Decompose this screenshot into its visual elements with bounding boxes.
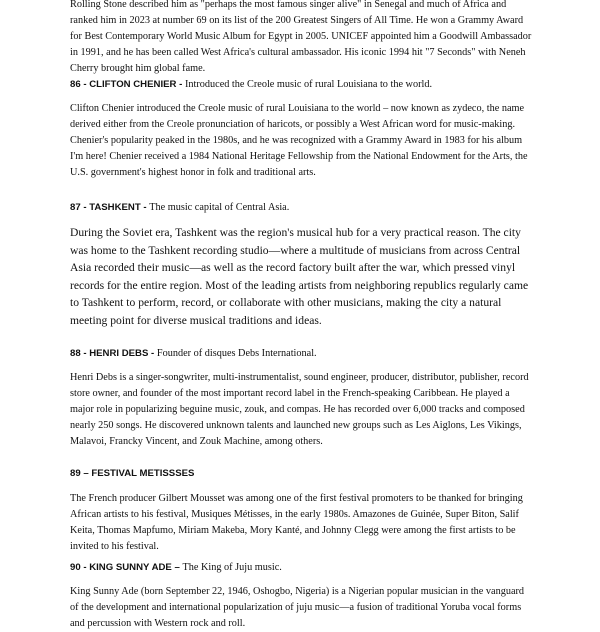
entry-separator: -: [140, 202, 150, 213]
entry-body: King Sunny Ade (born September 22, 1946, Oshogbo, Nigeria) is a Nigerian popular musician in the vanguard of the development and international popularization of juju music—a fusion of traditional Yoruba vocal forms and percussion with Western rock and roll.: [70, 586, 525, 629]
entry-label: 89 – FESTIVAL METISSSES: [70, 468, 195, 479]
entry-label: 88 - HENRI DEBS: [70, 348, 149, 359]
entry-heading: [70, 560, 282, 576]
entry-heading: [70, 346, 317, 362]
entry-separator: -: [176, 79, 185, 90]
entry-label: 87 - TASHKENT: [70, 202, 141, 213]
entry-body: Clifton Chenier introduced the Creole music of rural Louisiana to the world – now known as zydeco, the name derived either from the Creole pronunciation of haricots, or possibly a West African word for music-making. Chenier's popularity peaked in the 1980s, and he was recognized with a Grammy Award in 1983 for his album I'm here! Chenier received a 1984 National Heritage Fellowship from the National Endowment for the Arts, the U.S. government's highest honor in folk and traditional arts.: [70, 103, 528, 178]
entry-separator: -: [148, 348, 157, 359]
entry-subtitle: Introduced the Creole music of rural Louisiana to the world.: [184, 79, 433, 90]
entry-body: During the Soviet era, Tashkent was the region's musical hub for a very practical reason. The city was home to the Tashkent recording studio—where a multitude of musicians from across Central Asia recorded their music—as well as the record factory built after the war, which pressed vinyl records for the entire region. Most of the leading artists from neighboring republics regularly came to Tashkent to perform, record, or collaborate with other musicians, making the city a natural meeting point for diverse musical traditions and ideas.: [70, 226, 529, 327]
entry-label: 86 - CLIFTON CHENIER: [70, 79, 177, 90]
entry-body: The French producer Gilbert Mousset was among one of the first festival promoters to be thanked for bringing African artists to his festival, Musiques Métisses, in the early 1980s. Amazones de Guinée, Super Biton, Salif Keita, Thomas Mapfumo, Miriam Makeba, Mory Kanté, and Johnny Clegg were among the first artists to be invited to his festival.: [70, 493, 523, 552]
entry-subtitle: The King of Juju music.: [182, 562, 282, 573]
entry-heading: [70, 77, 432, 93]
entry-subtitle: Founder of disques Debs International.: [156, 348, 317, 359]
entry-label: 90 - KING SUNNY ADE –: [70, 562, 180, 573]
intro-paragraph: Rolling Stone described him as "perhaps the most famous singer alive" in Senegal and much of Africa and ranked him in 2023 at number 69 on its list of the 200 Greatest Singers of All Time. He won a Grammy Award for Best Contemporary World Music Album for Egypt in 2005. UNICEF appointed him a Goodwill Ambassador in 1991, and he has been called West Africa's cultural ambassador. His iconic 1994 hit "7 Seconds" with Neneh Cherry brought him global fame.: [70, 0, 532, 74]
entry-heading: [70, 466, 194, 482]
entry-body: Henri Debs is a singer-songwriter, multi-instrumentalist, sound engineer, producer, distributor, publisher, record store owner, and founder of the most important record label in the French-speaking Caribbean. He played a major role in popularizing beguine music, zouk, and compas. He has recorded over 6,000 tracks and composed nearly 250 songs. He discovered unknown talents and launched new groups such as Les Aiglons, Les Vikings, Malavoi, Francky Vincent, and Zouk Machine, among others.: [70, 372, 529, 447]
entry-subtitle: The music capital of Central Asia.: [149, 202, 290, 213]
entry-heading: [70, 200, 289, 216]
